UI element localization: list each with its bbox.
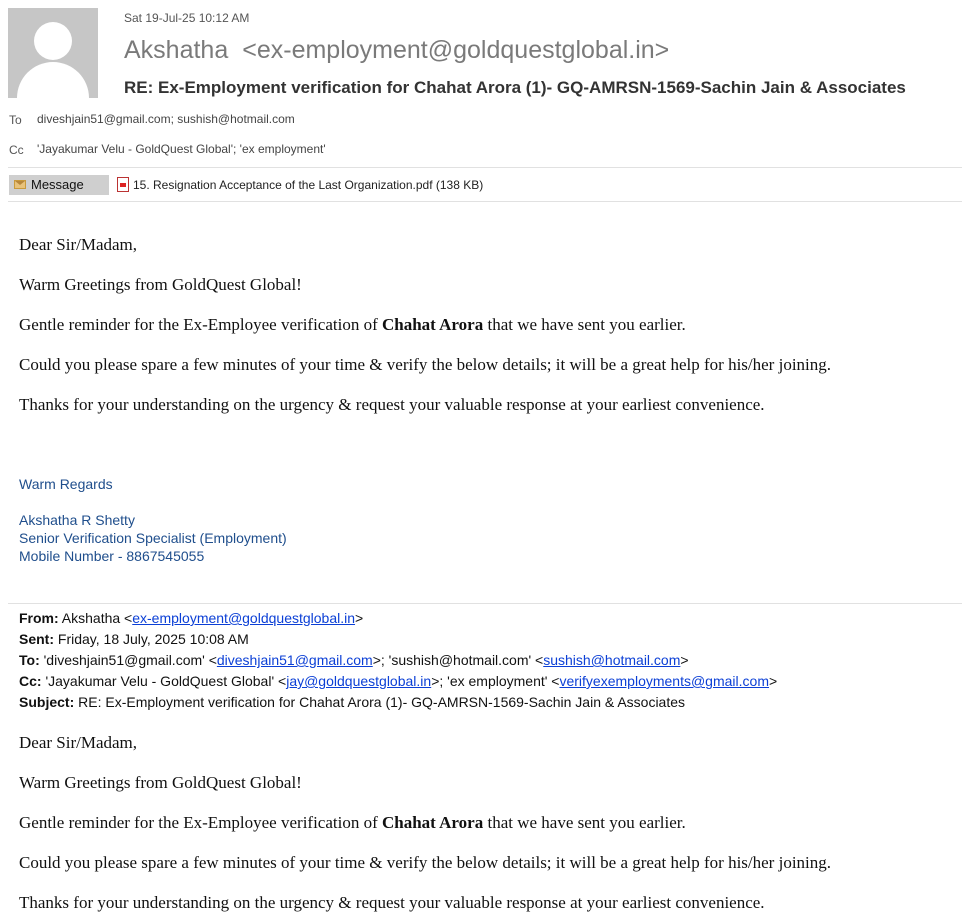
quoted-to-email2-link[interactable]: sushish@hotmail.com [543, 652, 681, 668]
avatar [8, 8, 98, 98]
to-recipients[interactable]: diveshjain51@gmail.com; sushish@hotmail.com [37, 112, 295, 126]
quoted-subject [19, 694, 685, 710]
body-line4: Thanks for your understanding on the urgency & request your valuable response at your earliest convenience. [19, 395, 765, 414]
quoted-sent [19, 631, 249, 647]
quoted-candidate-name: Chahat Arora [382, 813, 484, 832]
email-date: Sat 19-Jul-25 10:12 AM [124, 11, 250, 25]
signature-regards: Warm Regards [19, 476, 113, 492]
quoted-subject-value: RE: Ex-Employment verification for Chahat Arora (1)- GQ-AMRSN-1569-Sachin Jain & Associates [74, 694, 686, 710]
pdf-icon [117, 177, 129, 192]
quoted-line2 [19, 813, 686, 833]
quoted-cc-part2: >; 'ex employment' < [431, 673, 560, 689]
body-line1: Warm Greetings from GoldQuest Global! [19, 275, 302, 294]
quote-divider [8, 603, 962, 604]
quoted-to-part2: >; 'sushish@hotmail.com' < [372, 652, 544, 668]
tab-message[interactable] [9, 175, 109, 195]
body-line2-pre: Gentle reminder for the Ex-Employee verification of [19, 315, 382, 334]
quoted-line1: Warm Greetings from GoldQuest Global! [19, 773, 302, 792]
quoted-line2-post: that we have sent you earlier. [483, 813, 686, 832]
quoted-line3: Could you please spare a few minutes of your time & verify the below details; it will be a great help for his/her joining. [19, 853, 832, 872]
cc-recipients[interactable]: 'Jayakumar Velu - GoldQuest Global'; 'ex employment' [37, 142, 326, 156]
quoted-to-part1: 'diveshjain51@gmail.com' < [39, 652, 217, 668]
attachment-label: 15. Resignation Acceptance of the Last Organization.pdf (138 KB) [133, 178, 484, 192]
quoted-cc-end: > [768, 673, 778, 689]
quoted-cc-email2-link[interactable]: verifyexemployments@gmail.com [559, 673, 769, 689]
quoted-subject-label: Subject: [19, 694, 75, 710]
sender-name: Akshatha [124, 36, 229, 64]
tab-message-label: Message [31, 177, 84, 192]
quoted-sent-value: Friday, 18 July, 2025 10:08 AM [54, 631, 249, 647]
quoted-from-email-link[interactable]: ex-employment@goldquestglobal.in [132, 610, 356, 626]
candidate-name: Chahat Arora [382, 315, 484, 334]
quoted-greeting: Dear Sir/Madam, [19, 733, 138, 752]
quoted-from-name: Akshatha < [58, 610, 133, 626]
quoted-from-end: > [355, 610, 364, 626]
quoted-from [19, 610, 363, 626]
attachment-pdf[interactable] [117, 175, 483, 195]
cc-label: Cc [9, 143, 24, 157]
signature-name: Akshatha R Shetty [19, 512, 135, 528]
quoted-sent-label: Sent: [19, 631, 54, 647]
signature-title: Senior Verification Specialist (Employment) [19, 530, 287, 546]
body-line2 [19, 315, 686, 335]
body-line2-post: that we have sent you earlier. [483, 315, 686, 334]
quoted-line4: Thanks for your understanding on the urgency & request your valuable response at your earliest convenience. [19, 893, 765, 912]
quoted-from-label: From: [19, 610, 59, 626]
avatar-body [17, 62, 89, 98]
quoted-cc-email1-link[interactable]: jay@goldquestglobal.in [286, 673, 432, 689]
quoted-line2-pre: Gentle reminder for the Ex-Employee verification of [19, 813, 382, 832]
quoted-cc-label: Cc: [19, 673, 42, 689]
signature-mobile: Mobile Number - 8867545055 [19, 548, 205, 564]
body-line3: Could you please spare a few minutes of your time & verify the below details; it will be a great help for his/her joining. [19, 355, 832, 374]
body-greeting: Dear Sir/Madam, [19, 235, 138, 254]
avatar-head [34, 22, 72, 60]
header-divider [8, 167, 962, 168]
quoted-to-email1-link[interactable]: diveshjain51@gmail.com [216, 652, 373, 668]
quoted-cc [19, 673, 777, 689]
tabs-divider [8, 201, 962, 202]
sender-email: <ex-employment@goldquestglobal.in> [242, 36, 670, 64]
to-label: To [9, 113, 22, 127]
quoted-to [19, 652, 689, 668]
envelope-icon [14, 180, 26, 189]
quoted-cc-part1: 'Jayakumar Velu - GoldQuest Global' < [41, 673, 287, 689]
quoted-to-label: To: [19, 652, 40, 668]
email-subject: RE: Ex-Employment verification for Chahat Arora (1)- GQ-AMRSN-1569-Sachin Jain & Associates [124, 78, 906, 97]
sender[interactable] [124, 36, 669, 65]
quoted-to-end: > [680, 652, 689, 668]
